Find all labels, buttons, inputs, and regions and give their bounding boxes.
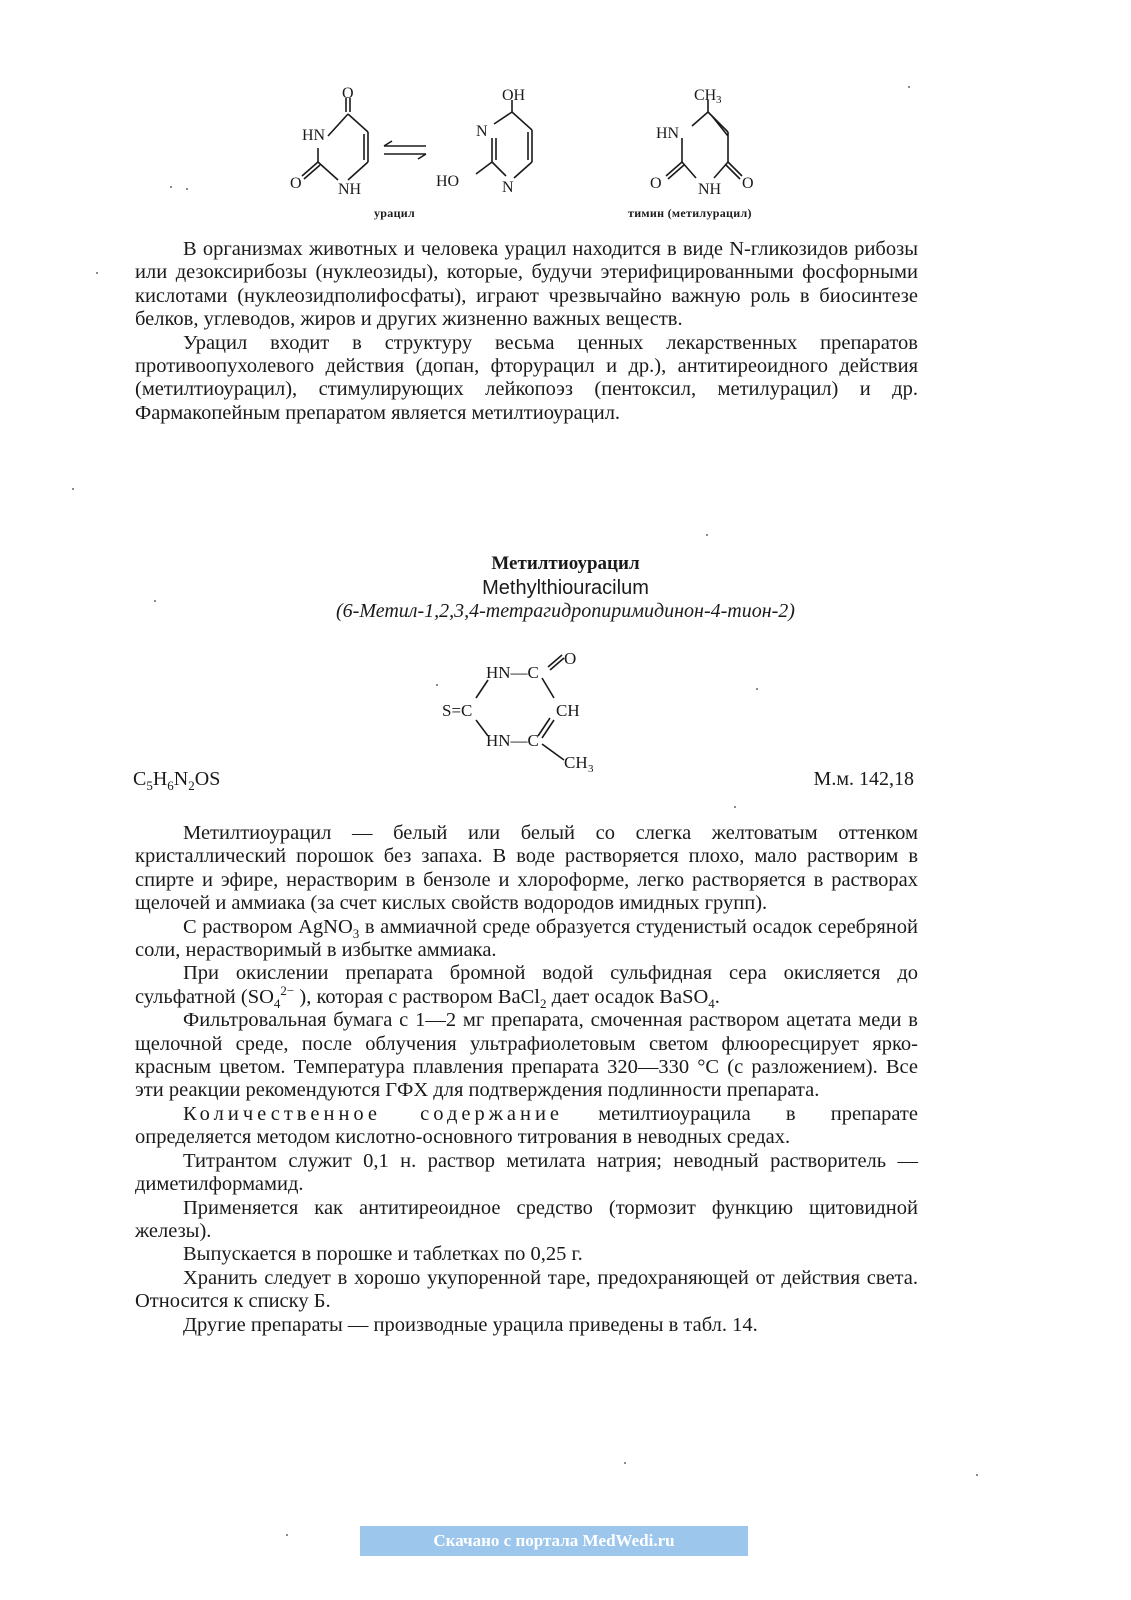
body-paragraph-titrant: Титрантом служит 0,1 н. раствор метилата натрия; неводный растворитель — диметилформамид. [135,1149,918,1196]
scan-speck [72,488,74,490]
scan-speck [436,684,438,686]
enol-n-label: N [476,123,488,140]
thymine-ch3-sub: 3 [716,94,722,106]
methylthiouracil-structure [430,648,630,773]
body-paragraph-use: Применяется как антитиреоидное средство (тормозит функцию щитовидной железы). [135,1196,918,1242]
enol-ho-label: HO [436,173,460,190]
thymine-nh-label: NH [698,181,722,198]
struct-ch: CH [556,701,580,720]
scan-speck [756,688,758,690]
struct-ch3: CH [564,753,588,772]
uracil-o-label: O [342,85,354,102]
scan-speck [624,1462,626,1464]
enol-oh-label: OH [502,87,526,104]
body-paragraph-assay: Количественное содержание метилтиоурацила в препарате определяется методом кислотно-основного титрования в неводных средах. [135,1102,918,1149]
methylthiouracil-diagram [430,648,630,773]
body-paragraph-oxidation: При окислении препарата бромной водой сульфидная сера окисляется до сульфатной ($SO_4^{2-}$ ), которая с раствором BaCl$_2$ дает осадок BaSO$_4$. [135,962,918,1011]
thymine-o2-label: O [742,175,754,192]
scan-speck [908,86,910,88]
struct-o: O [564,649,577,668]
thymine-ch3-label: CH [694,87,717,104]
monograph-title-latin: Methylthiouracilum [482,577,649,599]
monograph-body [135,822,918,1337]
body-paragraph-description: Метилтиоурацил — белый или белый со слегка желтоватым оттенком кристаллический порошок без запаха. В воде растворяется плохо, мало растворим в спирте и эфире, нерастворим в бензоле и хлороформе, легко растворяется в растворах щелочей и аммиака (за счет кислых свойств водородов имидных групп). [135,822,918,915]
monograph-systematic-name: (6-Метил-1,2,3,4-тетрагидропиримидинон-4-тион-2) [336,600,795,622]
scan-speck [186,188,188,190]
intro-paragraph-1: В организмах животных и человека урацил находится в виде N-гликозидов рибозы или дезоксирибозы (нуклеозиды), которые, будучи этерифицированными фосфорными кислотами (нуклеозидполифосфаты), играют чрезвычайно важную роль в биосинтезе белков, углеводов, жиров и других жизненно важных веществ. [135,238,918,331]
enol-n2-label: N [502,179,514,196]
uracil-o2-label: O [290,175,302,192]
uracil-nh-label: NH [338,181,362,198]
thymine-hn-label: HN [656,125,680,142]
download-watermark: Скачано с портала MedWedi.ru [360,1526,748,1556]
molecular-formula: $C_5H_6N_2OS$ [133,768,221,793]
body-paragraph-storage: Хранить следует в хорошо укупоренной таре, предохраняющей от действия света. Относится к списку Б. [135,1266,918,1313]
scan-speck [286,1534,288,1536]
thymine-caption: тимин (метилурацил) [628,206,752,220]
molar-mass: М.м. 142,18 [813,768,914,790]
scan-speck [976,1474,978,1476]
intro-paragraph-2: Урацил входит в структуру весьма ценных лекарственных препаратов противоопухолевого действия (допан, фторурацил и др.), антитиреоидного действия (метилтиоурацил), стимулирующих лейкопоэз (пентоксил, метилурацил) и др. Фармакопейным препаратом является метилтиоурацил. [135,331,918,424]
struct-hn-bottom: HN—C [486,731,539,750]
scan-speck [154,600,156,602]
uracil-hn-label: HN [302,127,326,144]
scan-speck [96,272,98,274]
scan-speck [170,186,172,188]
body-paragraph-other: Другие препараты — производные урацила приведены в табл. 14. [183,1313,758,1336]
scan-speck [706,534,708,536]
body-paragraph-silver: С раствором AgNO$_3$ в аммиачной среде образуется студенистый осадок серебряной соли, нерастворимый в избытке аммиака. [135,915,918,962]
uracil-caption: урацил [374,206,416,220]
body-paragraph-fluorescence: Фильтровальная бумага с 1—2 мг препарата, смоченная раствором ацетата меди в щелочной среде, после облучения ультрафиолетовым светом флюоресцирует ярко-красным цветом. Температура плавления препарата 320—330 °С (с разложением). Все эти реакции рекомендуются ГФХ для подтверждения подлинности препарата. [135,1009,918,1102]
struct-hn-top: HN—C [486,663,539,682]
uracil-thymine-structures [280,78,840,228]
structure-scheme [280,78,840,228]
intro-text [135,238,918,425]
body-paragraph-forms: Выпускается в порошке и таблетках по 0,25 г. [183,1243,583,1266]
monograph-title-ru: Метилтиоурацил [491,553,640,574]
struct-s-eq-c: S=C [442,701,473,720]
scan-speck [734,806,736,808]
struct-ch3-sub: 3 [588,763,594,773]
thymine-o-label: O [650,175,662,192]
